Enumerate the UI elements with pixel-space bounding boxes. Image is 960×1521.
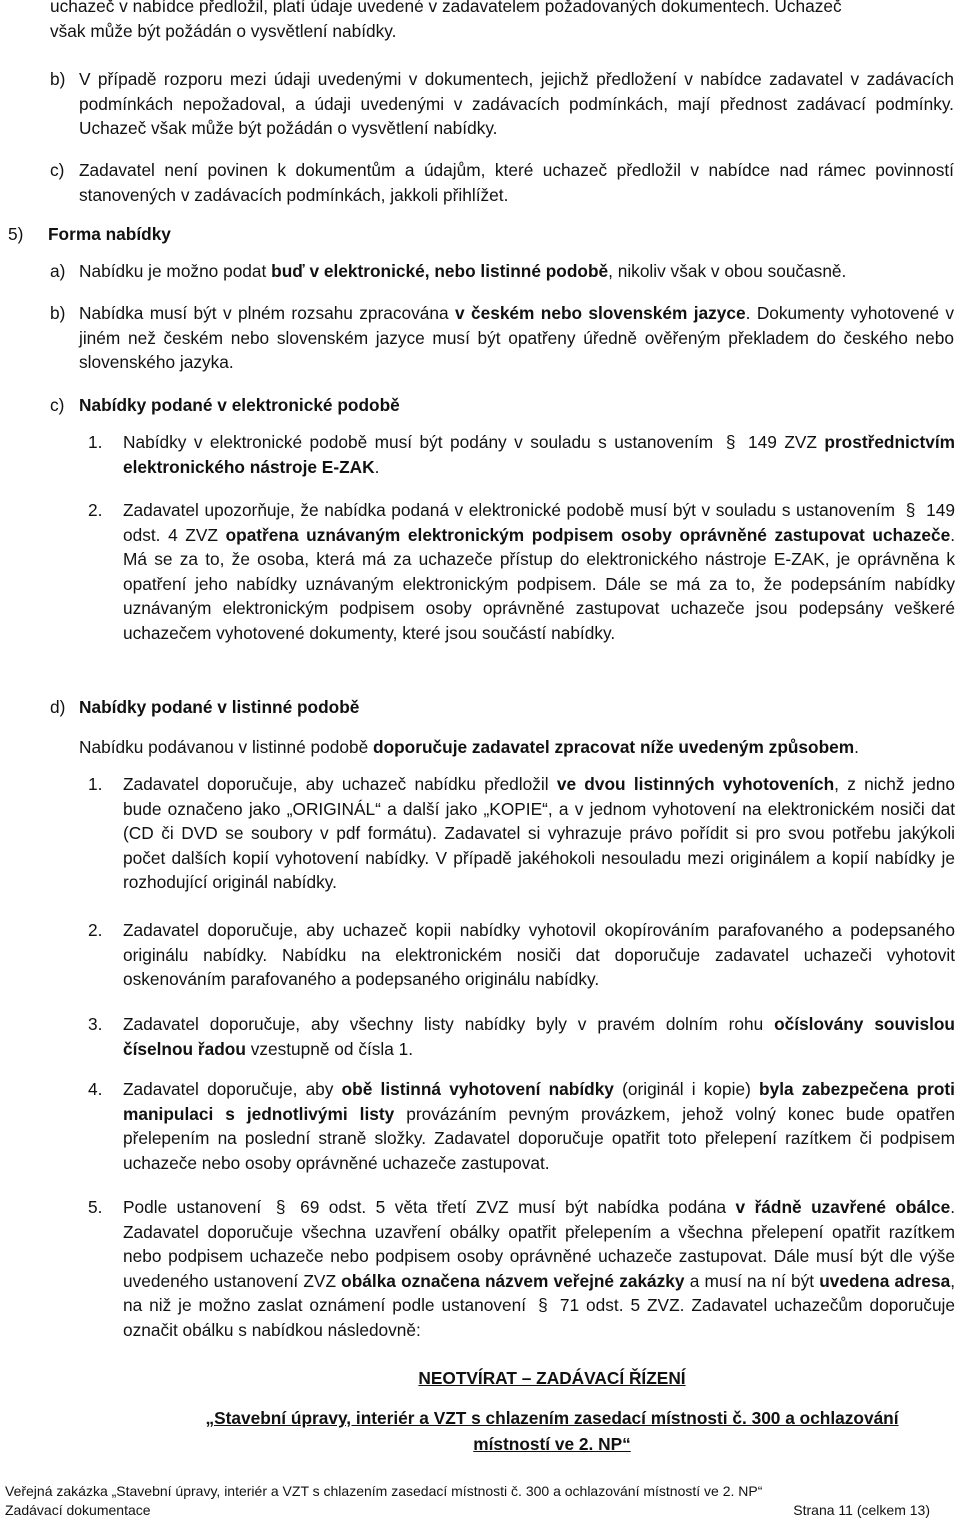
s5d-p2-num: 2. (88, 920, 103, 940)
s5c-p2-num: 2. (88, 500, 103, 520)
section-5-number: 5) (8, 224, 24, 244)
page-footer (5, 1482, 930, 1520)
s5d-p2-text: Zadavatel doporučuje, aby uchazeč kopii nabídky vyhotovil okopírováním parafovaného a podepsaného originálu nabídky. Nabídku na elektronickém nosiči dat doporučuje zadavatel uchazeči vyhotovit oskenováním parafovaného a podepsaného originálu nabídky. (123, 920, 955, 989)
envelope-title-line-2: místností ve 2. NP“ (473, 1434, 631, 1454)
envelope-warning: NEOTVÍRAT – ZADÁVACÍ ŘÍZENÍ (418, 1368, 686, 1388)
footer-document-name: Zadávací dokumentace (5, 1502, 151, 1518)
envelope-title-line-1: „Stavební úpravy, interiér a VZT s chlazením zasedací místnosti č. 300 a ochlazování (205, 1408, 899, 1428)
s5d-title: Nabídky podané v listinné podobě (79, 697, 360, 717)
s5d-p1-text: Zadavatel doporučuje, aby uchazeč nabídku předložil ve dvou listinných vyhotoveních, z nichž jedno bude označeno jako „ORIGINÁL“ a další jako „KOPIE“, a v jednom vyhotovení na elektronickém nosiči dat (CD či DVD se soubory v pdf formátu). Zadavatel si vyhrazuje právo pořídit si pro svou potřebu jakýkoli počet dalších kopií vyhotovení nabídky. V případě jakéhokoli nesouladu mezi originálem a kopií nabídky je rozhodující originál nabídky. (123, 774, 955, 892)
footer-contract-line: Veřejná zakázka „Stavební úpravy, interiér a VZT s chlazením zasedací místnosti č. 300 a ochlazování místností ve 2. NP“ (5, 1483, 763, 1499)
paragraph-sign-icon: § (275, 1197, 286, 1217)
item-c-text: Zadavatel není povinen k dokumentům a údajům, které uchazeč předložil v nabídce nad rámec povinností stanovených v zadávacích podmínkách, jakkoli přihlížet. (79, 160, 954, 205)
s5a-label: a) (50, 261, 66, 281)
item-b-text: V případě rozporu mezi údaji uvedenými v dokumentech, jejichž předložení v nabídce zadavatel v zadávacích podmínkách nepožadoval, a údaji uvedenými v zadávacích podmínkách, mají přednost zadávací podmínky. Uchazeč však může být požádán o vysvětlení nabídky. (79, 69, 954, 138)
s5b-label: b) (50, 303, 66, 323)
paragraph-sign-icon: § (538, 1295, 548, 1315)
s5c-p1-text: Nabídky v elektronické podobě musí být podány v souladu s ustanovením § 149 ZVZ prostřednictvím elektronického nástroje E-ZAK. (123, 432, 955, 477)
s5d-p1-num: 1. (88, 774, 103, 794)
paragraph-sign-icon: § (905, 500, 916, 520)
continuation-line-1: uchazeč v nabídce předložil, platí údaje uvedené v zadavatelem požadovaných dokumentech. Uchazeč (50, 0, 842, 16)
s5c-p2-text: Zadavatel upozorňuje, že nabídka podaná v elektronické podobě musí být v souladu s ustanovením § 149 odst. 4 ZVZ opatřena uznávaným elektronickým podpisem osoby oprávněné zastupovat uchazeče. Má se za to, že osoba, která má za uchazeče přístup do elektronického nástroje E-ZAK, je oprávněna k opatření jeho nabídky uznávaným elektronickým podpisem. Dále se má za to, že podepsáním nabídky uznávaným elektronickým podpisem osoby oprávněné zastupovat uchazeče jsou podepsány veškeré uchazečem vyhotovené dokumenty, které jsou součástí nabídky. (123, 500, 956, 643)
s5c-label: c) (50, 395, 65, 415)
footer-page-number: Strana 11 (celkem 13) (793, 1502, 930, 1518)
s5d-p5-text: Podle ustanovení § 69 odst. 5 věta třetí ZVZ musí být nabídka podána v řádně uzavřené obálce. Zadavatel doporučuje všechna uzavření obálky opatřit přelepením a všechna přelepení opatřit razítkem nebo podpisem uchazeče nebo podpisem osoby oprávněné uchazeče zastupovat. Dále musí být dle výše uvedeného ustanovení ZVZ obálka označena názvem veřejné zakázky a musí na ní být uvedena adresa, na niž je možno zaslat oznámení podle ustanovení § 71 odst. 5 ZVZ. Zadavatel uchazečům doporučuje označit obálku s nabídkou následovně: (123, 1197, 956, 1340)
section-5-title: Forma nabídky (48, 224, 171, 244)
continuation-line-2: však může být požádán o vysvětlení nabídky. (50, 20, 397, 41)
s5c-title: Nabídky podané v elektronické podobě (79, 395, 400, 415)
s5d-intro: Nabídku podávanou v listinné podobě doporučuje zadavatel zpracovat níže uvedeným způsobem. (79, 737, 859, 757)
s5d-p4-text: Zadavatel doporučuje, aby obě listinná vyhotovení nabídky (originál i kopie) byla zabezpečena proti manipulaci s jednotlivými listy provázáním pevným provázkem, jehož volný konec bude opatřen přelepením na poslední straně složky. Zadavatel doporučuje opatřit toto přelepení razítkem či podpisem uchazeče nebo osoby oprávněné uchazeče zastupovat. (123, 1079, 955, 1173)
s5d-label: d) (50, 697, 66, 717)
paragraph-sign-icon: § (725, 432, 736, 452)
s5d-p5-num: 5. (88, 1197, 103, 1217)
item-c-label: c) (50, 160, 65, 180)
s5d-p3-text: Zadavatel doporučuje, aby všechny listy nabídky byly v pravém dolním rohu očíslovány souvislou číselnou řadou vzestupně od čísla 1. (123, 1014, 955, 1059)
s5b-text: Nabídka musí být v plném rozsahu zpracována v českém nebo slovenském jazyce. Dokumenty vyhotovené v jiném než českém nebo slovenském jazyce musí být opatřeny úředně ověřeným překladem do českého nebo slovenského jazyka. (79, 303, 954, 372)
item-b-label: b) (50, 69, 66, 89)
s5c-p1-num: 1. (88, 432, 103, 452)
s5d-p4-num: 4. (88, 1079, 103, 1099)
s5d-p3-num: 3. (88, 1014, 103, 1034)
s5a-text: Nabídku je možno podat buď v elektronické, nebo listinné podobě, nikoliv však v obou současně. (79, 261, 847, 281)
continuation-text (50, 0, 930, 43)
